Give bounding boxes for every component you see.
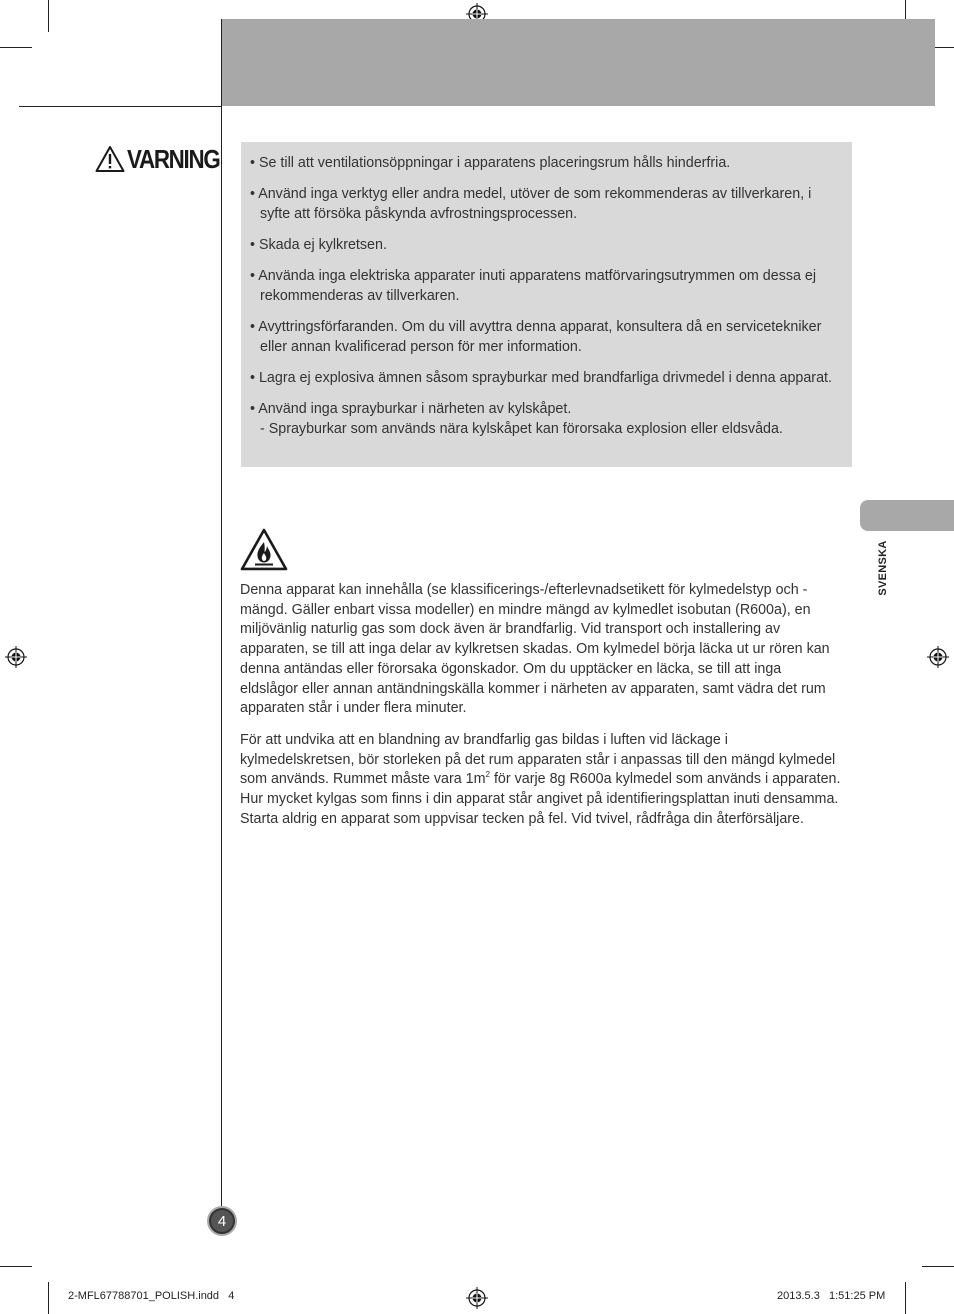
registration-mark-icon (466, 1287, 488, 1309)
page-number: 4 (217, 1212, 227, 1230)
crop-mark (0, 47, 32, 48)
registration-mark-icon (5, 646, 27, 668)
warning-item: • Lagra ej explosiva ämnen såsom sprayburkar med brandfarliga drivmedel i denna apparat. (250, 370, 832, 386)
warning-item (250, 399, 844, 439)
warning-triangle-icon (95, 145, 125, 173)
margin-rule (221, 19, 222, 1219)
language-text: SVENSKA (877, 540, 889, 596)
top-rule (19, 106, 222, 107)
language-tab (860, 500, 954, 531)
footer-timestamp: 2013.5.3 1:51:25 PM (777, 1290, 886, 1302)
superscript: 2 (485, 770, 490, 780)
body-text-segment: för varje 8g R600a kylmedel som används i apparaten. Hur mycket kylgas som finns i din apparat står angivet på identifieringsplattan inuti densamma. Starta aldrig en apparat som uppvisar tecken på fel. Vid tvivel, rådfråga din återförsäljare. (240, 771, 841, 827)
warning-item: • Använd inga verktyg eller andra medel, utöver de som rekommenderas av tillverkaren, i syfte att försöka påskynda avfrostningsprocessen. (250, 186, 812, 222)
warning-sub-item: - Sprayburkar som används nära kylskåpet kan förorsaka explosion eller eldsvåda. (260, 421, 783, 437)
warning-item: • Skada ej kylkretsen. (250, 237, 387, 253)
registration-mark-icon (927, 646, 949, 668)
warning-item: • Se till att ventilationsöppningar i apparatens placeringsrum hålls hinderfria. (250, 155, 731, 171)
warning-heading (95, 143, 234, 175)
crop-mark (48, 0, 49, 32)
warning-box (241, 142, 852, 467)
crop-mark (905, 1282, 906, 1314)
crop-mark (922, 1266, 954, 1267)
header-band (222, 19, 935, 106)
crop-mark (48, 1282, 49, 1314)
page-number-badge (207, 1206, 237, 1236)
warning-item: • Avyttringsförfaranden. Om du vill avyttra denna apparat, konsultera då en servicetekniker eller annan kvalificerad person för mer information. (250, 319, 822, 355)
footer-file: 2-MFL67788701_POLISH.indd 4 (68, 1290, 235, 1302)
language-label (876, 537, 890, 599)
warning-title: VARNING (127, 143, 220, 174)
body-text-segment: För att undvika att en blandning av brandfarlig gas bildas i luften vid läckage i kylmedelskretsen, bör storleken på det rum apparaten står i anpassas till den mängd kylmedel som används. Rummet måste vara 1m (240, 731, 836, 788)
body-text (240, 581, 842, 841)
body-paragraph: Denna apparat kan innehålla (se klassificerings-/efterlevnadsetikett för kylmedelstyp och -mängd. Gäller enbart vissa modeller) en mindre mängd av kylmedlet isobutan (R600a), en miljövänlig naturlig gas som dock även är brandfarlig. Vid transport och installering av apparaten, se till att inga delar av kylkretsen skadas. Om kylmedel börja läcka ut ur rören kan denna antändas eller förorsaka ögonskador. Om du upptäcker en läcka, se till att inga eldslågor eller annan antändningskälla kommer i närheten av apparaten, samt vädra det rum apparaten står i under flera minuter. (240, 582, 830, 717)
warning-item: • Använda inga elektriska apparater inuti apparatens matförvaringsutrymmen om dessa ej rekommenderas av tillverkaren. (250, 268, 817, 304)
crop-mark (0, 1266, 32, 1267)
body-paragraph (240, 731, 842, 830)
flammable-icon (240, 528, 288, 572)
warning-item-text: • Använd inga sprayburkar i närheten av kylskåpet. (250, 401, 572, 417)
